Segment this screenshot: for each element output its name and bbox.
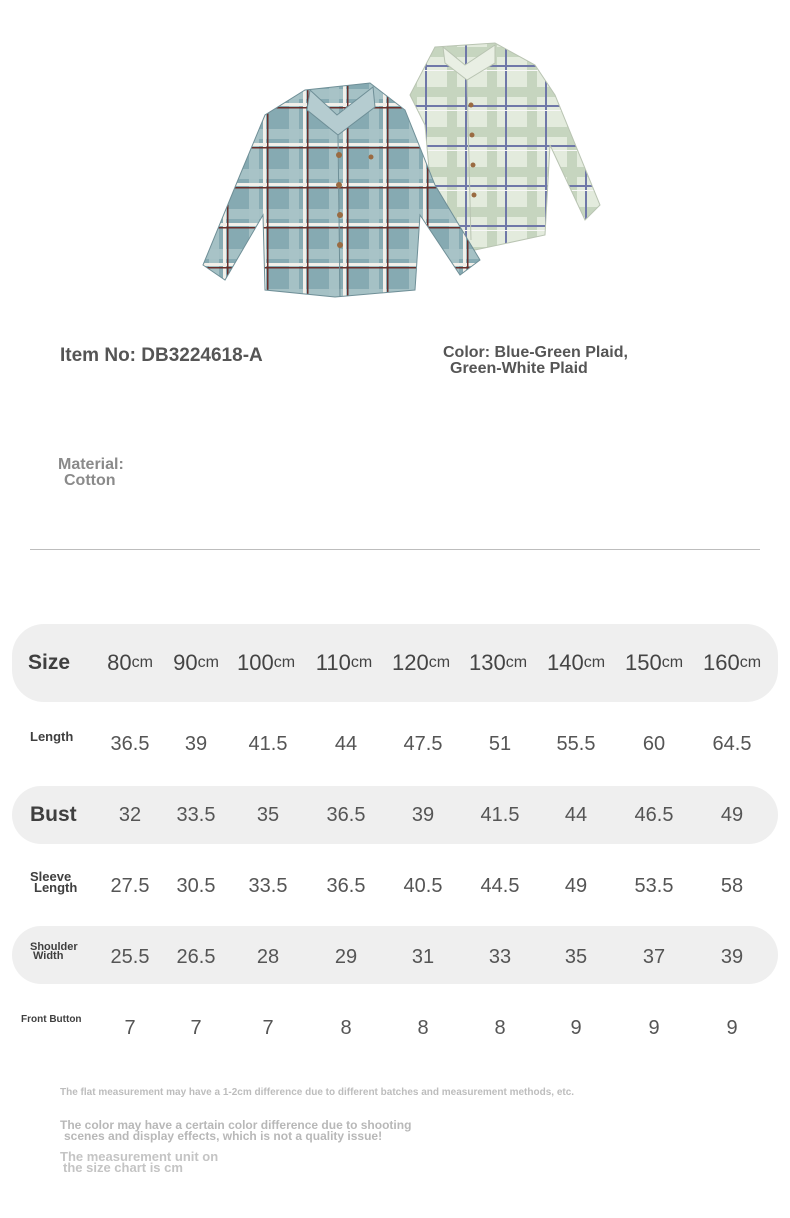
table-cell: 40.5 xyxy=(403,874,443,897)
table-cell: 55.5 xyxy=(556,732,596,755)
size-cell: 130 cm xyxy=(468,650,528,675)
table-cell: 36.5 xyxy=(110,732,150,755)
size-cell: 120 cm xyxy=(391,650,451,675)
table-cell: 44.5 xyxy=(480,874,520,897)
table-cell: 28 xyxy=(256,945,280,968)
table-cell: 33.5 xyxy=(176,803,216,826)
sleeve-length-row xyxy=(0,856,790,916)
table-cell: 46.5 xyxy=(634,803,674,826)
size-cell: 140 cm xyxy=(546,650,606,675)
table-cell: 32 xyxy=(118,803,142,826)
table-cell: 8 xyxy=(494,1016,506,1039)
table-cell: 49 xyxy=(720,803,744,826)
table-cell: 41.5 xyxy=(480,803,520,826)
size-cell: 90 cm xyxy=(173,650,219,675)
table-cell: 47.5 xyxy=(403,732,443,755)
table-cell: 25.5 xyxy=(110,945,150,968)
table-cell: 7 xyxy=(262,1016,274,1039)
material-value: Cotton xyxy=(64,472,116,489)
shoulder-width-label: Shoulder Width xyxy=(30,941,78,962)
divider xyxy=(30,549,760,550)
table-cell: 26.5 xyxy=(176,945,216,968)
table-cell: 60 xyxy=(642,732,666,755)
table-cell: 29 xyxy=(334,945,358,968)
table-cell: 7 xyxy=(124,1016,136,1039)
table-cell: 39 xyxy=(411,803,435,826)
size-header-label: Size xyxy=(28,651,71,674)
table-cell: 9 xyxy=(648,1016,660,1039)
table-cell: 53.5 xyxy=(634,874,674,897)
color-difference-note: The color may have a certain color difference due to shooting scenes and display effects, which is not a quality issue! xyxy=(60,1118,412,1143)
table-cell: 36.5 xyxy=(326,803,366,826)
table-cell: 27.5 xyxy=(110,874,150,897)
table-cell: 35 xyxy=(564,945,588,968)
table-cell: 9 xyxy=(570,1016,582,1039)
shoulder-width-row xyxy=(0,927,790,987)
bust-row xyxy=(0,785,790,845)
table-cell: 30.5 xyxy=(176,874,216,897)
length-label: Length xyxy=(30,728,74,744)
table-cell: 64.5 xyxy=(712,732,752,755)
product-image xyxy=(195,35,615,305)
size-cell: 110 cm xyxy=(315,650,373,675)
size-cell: 160 cm xyxy=(702,650,762,675)
front-button-row xyxy=(0,998,790,1058)
table-cell: 41.5 xyxy=(248,732,288,755)
item-number: Item No: DB3224618-A xyxy=(60,345,263,366)
table-cell: 8 xyxy=(340,1016,352,1039)
color-info xyxy=(443,345,628,377)
measurement-unit-note: The measurement unit on the size chart is cm xyxy=(60,1149,219,1175)
size-cell: 80 cm xyxy=(107,650,153,675)
color-line-2: Green-White Plaid xyxy=(450,360,588,377)
size-header-row xyxy=(0,633,790,693)
measurement-difference-note: The flat measurement may have a 1-2cm difference due to different batches and measurement methods, etc. xyxy=(60,1087,575,1098)
size-cell: 100 cm xyxy=(236,650,296,675)
color-line-1: Color: Blue-Green Plaid, xyxy=(443,344,628,361)
bust-label: Bust xyxy=(30,803,77,826)
table-cell: 49 xyxy=(564,874,588,897)
length-row xyxy=(0,714,790,774)
material-label: Material: xyxy=(58,456,124,473)
table-cell: 7 xyxy=(190,1016,202,1039)
front-button-label: Front Button xyxy=(21,1013,82,1025)
table-cell: 58 xyxy=(720,874,744,897)
table-cell: 44 xyxy=(564,803,588,826)
size-cell: 150 cm xyxy=(624,650,684,675)
table-cell: 33 xyxy=(488,945,512,968)
table-cell: 36.5 xyxy=(326,874,366,897)
table-cell: 37 xyxy=(642,945,666,968)
table-cell: 51 xyxy=(488,732,512,755)
table-cell: 9 xyxy=(726,1016,738,1039)
table-cell: 8 xyxy=(417,1016,429,1039)
table-cell: 44 xyxy=(334,732,358,755)
table-cell: 39 xyxy=(720,945,744,968)
table-cell: 31 xyxy=(411,945,435,968)
table-cell: 39 xyxy=(184,732,208,755)
table-cell: 33.5 xyxy=(248,874,288,897)
sleeve-length-label: Sleeve Length xyxy=(30,869,78,895)
table-cell: 35 xyxy=(256,803,280,826)
material-info xyxy=(58,457,124,489)
